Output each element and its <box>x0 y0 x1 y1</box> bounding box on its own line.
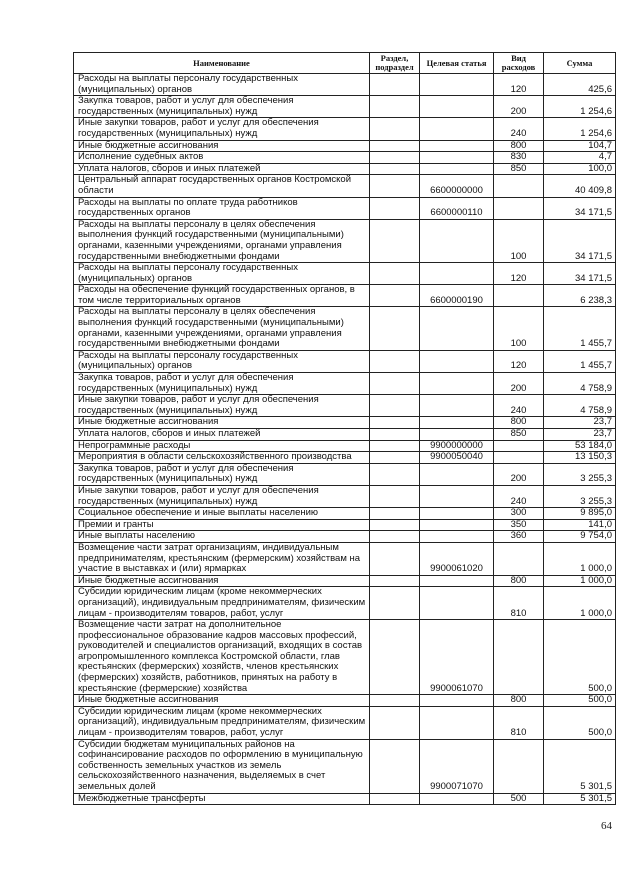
table-row <box>74 118 616 140</box>
table-cell-sum: 23,7 <box>544 417 616 429</box>
table-cell-name: Расходы на выплаты по оплате труда работников государственных органов <box>74 197 370 219</box>
budget-table <box>73 52 616 805</box>
table-cell-name: Социальное обеспечение и иные выплаты населению <box>74 508 370 520</box>
table-cell-article <box>420 118 494 140</box>
table-cell-name: Закупка товаров, работ и услуг для обеспечения государственных (муниципальных) нужд <box>74 96 370 118</box>
table-cell-sum: 100,0 <box>544 163 616 175</box>
table-cell-section <box>370 429 420 441</box>
table-cell-type: 850 <box>494 429 544 441</box>
table-row <box>74 307 616 350</box>
table-cell-section <box>370 739 420 793</box>
table-cell-type: 810 <box>494 706 544 739</box>
table-cell-name: Иные закупки товаров, работ и услуг для обеспечения государственных (муниципальных) нужд <box>74 118 370 140</box>
table-cell-type: 240 <box>494 118 544 140</box>
table-row <box>74 417 616 429</box>
table-row <box>74 508 616 520</box>
table-cell-sum: 13 150,3 <box>544 452 616 464</box>
table-cell-article: 6600000190 <box>420 285 494 307</box>
table-cell-sum: 34 171,5 <box>544 263 616 285</box>
table-cell-sum: 500,0 <box>544 706 616 739</box>
table-cell-name: Центральный аппарат государственных органов Костромской области <box>74 175 370 197</box>
table-cell-type: 120 <box>494 350 544 372</box>
table-row <box>74 373 616 395</box>
table-cell-name: Межбюджетные трансферты <box>74 793 370 805</box>
table-cell-section <box>370 575 420 587</box>
table-cell-name: Субсидии юридическим лицам (кроме некоммерческих организаций), индивидуальным предпринимателям, физическим лицам - производителям товаров, работ, услуг <box>74 706 370 739</box>
table-cell-type <box>494 452 544 464</box>
table-cell-section <box>370 508 420 520</box>
table-cell-name: Расходы на выплаты персоналу государственных (муниципальных) органов <box>74 350 370 372</box>
table-header-row <box>74 53 616 74</box>
table-cell-name: Иные закупки товаров, работ и услуг для обеспечения государственных (муниципальных) нужд <box>74 395 370 417</box>
table-cell-type: 200 <box>494 96 544 118</box>
table-cell-name: Расходы на выплаты персоналу в целях обеспечения выполнения функций государственными (муниципальными) органами, казенными учреждениями, органами управления государственными внебюджетными фондами <box>74 219 370 262</box>
table-cell-type: 240 <box>494 485 544 507</box>
table-cell-sum: 1 254,6 <box>544 96 616 118</box>
table-cell-article <box>420 706 494 739</box>
table-row <box>74 163 616 175</box>
table-cell-type: 850 <box>494 163 544 175</box>
table-cell-name: Иные бюджетные ассигнования <box>74 575 370 587</box>
table-cell-type: 800 <box>494 417 544 429</box>
table-cell-article: 9900071070 <box>420 739 494 793</box>
table-cell-name: Иные выплаты населению <box>74 531 370 543</box>
table-cell-name: Субсидии бюджетам муниципальных районов на софинансирование расходов по оформлению в муниципальную собственность земельных участков из земель сельскохозяйственного назначения, выделяемых в счет земельных долей <box>74 739 370 793</box>
table-cell-type <box>494 739 544 793</box>
table-cell-type: 120 <box>494 263 544 285</box>
table-cell-article <box>420 96 494 118</box>
table-cell-section <box>370 152 420 164</box>
table-cell-section <box>370 373 420 395</box>
table-row <box>74 152 616 164</box>
table-cell-type <box>494 440 544 452</box>
table-cell-section <box>370 793 420 805</box>
table-cell-article <box>420 463 494 485</box>
table-cell-section <box>370 118 420 140</box>
table-cell-section <box>370 440 420 452</box>
table-cell-article <box>420 575 494 587</box>
table-cell-article <box>420 531 494 543</box>
table-cell-article: 6600000110 <box>420 197 494 219</box>
table-cell-sum: 34 171,5 <box>544 197 616 219</box>
table-row <box>74 542 616 575</box>
table-row <box>74 175 616 197</box>
table-row <box>74 263 616 285</box>
table-cell-sum: 3 255,3 <box>544 485 616 507</box>
header-sum: Сумма <box>544 53 616 74</box>
table-cell-section <box>370 706 420 739</box>
table-cell-sum: 5 301,5 <box>544 793 616 805</box>
table-cell-article <box>420 163 494 175</box>
table-cell-section <box>370 163 420 175</box>
table-cell-name: Возмещение части затрат организациям, индивидуальным предпринимателям, крестьянским (фермерским) хозяйствам на участие в выставках и (или) ярмарках <box>74 542 370 575</box>
table-cell-section <box>370 463 420 485</box>
table-cell-section <box>370 140 420 152</box>
table-cell-type: 200 <box>494 373 544 395</box>
table-cell-sum: 1 455,7 <box>544 307 616 350</box>
table-row <box>74 74 616 96</box>
table-cell-name: Расходы на обеспечение функций государственных органов, в том числе территориальных органов <box>74 285 370 307</box>
table-cell-article <box>420 695 494 707</box>
table-cell-name: Уплата налогов, сборов и иных платежей <box>74 163 370 175</box>
table-cell-type: 100 <box>494 307 544 350</box>
table-cell-article <box>420 373 494 395</box>
table-cell-article: 9900061020 <box>420 542 494 575</box>
table-cell-article <box>420 140 494 152</box>
table-cell-name: Исполнение судебных актов <box>74 152 370 164</box>
table-cell-type: 800 <box>494 695 544 707</box>
table-cell-type <box>494 285 544 307</box>
table-cell-article <box>420 263 494 285</box>
table-row <box>74 575 616 587</box>
table-row <box>74 197 616 219</box>
table-cell-sum: 104,7 <box>544 140 616 152</box>
table-cell-name: Непрограммные расходы <box>74 440 370 452</box>
table-cell-article <box>420 485 494 507</box>
table-row <box>74 695 616 707</box>
table-cell-type <box>494 175 544 197</box>
table-cell-article <box>420 74 494 96</box>
table-body <box>74 74 616 805</box>
table-cell-article: 6600000000 <box>420 175 494 197</box>
table-cell-article <box>420 508 494 520</box>
table-cell-section <box>370 307 420 350</box>
page-number: 64 <box>601 820 612 832</box>
table-cell-name: Иные бюджетные ассигнования <box>74 140 370 152</box>
table-cell-sum: 141,0 <box>544 519 616 531</box>
table-cell-section <box>370 219 420 262</box>
table-cell-article: 9900050040 <box>420 452 494 464</box>
table-row <box>74 793 616 805</box>
table-cell-section <box>370 285 420 307</box>
table-cell-article <box>420 429 494 441</box>
table-cell-type: 500 <box>494 793 544 805</box>
table-cell-name: Закупка товаров, работ и услуг для обеспечения государственных (муниципальных) нужд <box>74 463 370 485</box>
table-cell-name: Расходы на выплаты персоналу в целях обеспечения выполнения функций государственными (муниципальными) органами, казенными учреждениями, органами управления государственными внебюджетными фондами <box>74 307 370 350</box>
table-cell-sum: 1 000,0 <box>544 587 616 620</box>
table-cell-article <box>420 152 494 164</box>
table-cell-type: 240 <box>494 395 544 417</box>
table-cell-sum: 23,7 <box>544 429 616 441</box>
table-row <box>74 706 616 739</box>
table-cell-sum: 4,7 <box>544 152 616 164</box>
table-cell-article: 9900000000 <box>420 440 494 452</box>
table-cell-type: 360 <box>494 531 544 543</box>
table-cell-article: 9900061070 <box>420 620 494 695</box>
table-cell-type: 800 <box>494 140 544 152</box>
table-cell-section <box>370 531 420 543</box>
table-cell-section <box>370 395 420 417</box>
table-cell-sum: 425,6 <box>544 74 616 96</box>
table-cell-section <box>370 263 420 285</box>
table-cell-article <box>420 793 494 805</box>
table-cell-type: 300 <box>494 508 544 520</box>
table-cell-name: Премии и гранты <box>74 519 370 531</box>
table-cell-sum: 500,0 <box>544 695 616 707</box>
table-cell-sum: 3 255,3 <box>544 463 616 485</box>
table-cell-type <box>494 542 544 575</box>
table-cell-sum: 6 238,3 <box>544 285 616 307</box>
table-cell-sum: 34 171,5 <box>544 219 616 262</box>
table-row <box>74 452 616 464</box>
table-cell-article <box>420 395 494 417</box>
table-cell-section <box>370 485 420 507</box>
table-cell-sum: 40 409,8 <box>544 175 616 197</box>
table-row <box>74 739 616 793</box>
table-cell-sum: 1 000,0 <box>544 575 616 587</box>
table-cell-name: Расходы на выплаты персоналу государственных (муниципальных) органов <box>74 74 370 96</box>
table-row <box>74 429 616 441</box>
table-cell-article <box>420 519 494 531</box>
header-name: Наименование <box>74 53 370 74</box>
table-cell-type: 100 <box>494 219 544 262</box>
table-cell-section <box>370 695 420 707</box>
table-cell-name: Мероприятия в области сельскохозяйственного производства <box>74 452 370 464</box>
table-cell-name: Иные бюджетные ассигнования <box>74 695 370 707</box>
header-section: Раздел, подраздел <box>370 53 420 74</box>
table-cell-article <box>420 219 494 262</box>
table-row <box>74 519 616 531</box>
header-type: Вид расходов <box>494 53 544 74</box>
table-cell-name: Субсидии юридическим лицам (кроме некоммерческих организаций), индивидуальным предпринимателям, физическим лицам - производителям товаров, работ, услуг <box>74 587 370 620</box>
table-cell-section <box>370 452 420 464</box>
table-cell-sum: 53 184,0 <box>544 440 616 452</box>
table-cell-type: 200 <box>494 463 544 485</box>
table-cell-section <box>370 350 420 372</box>
table-row <box>74 531 616 543</box>
table-cell-section <box>370 197 420 219</box>
table-row <box>74 140 616 152</box>
table-cell-name: Иные бюджетные ассигнования <box>74 417 370 429</box>
table-cell-section <box>370 417 420 429</box>
table-cell-type: 350 <box>494 519 544 531</box>
table-cell-type <box>494 197 544 219</box>
table-row <box>74 285 616 307</box>
table-cell-sum: 9 895,0 <box>544 508 616 520</box>
table-cell-sum: 1 254,6 <box>544 118 616 140</box>
table-cell-type: 830 <box>494 152 544 164</box>
table-cell-sum: 1 455,7 <box>544 350 616 372</box>
table-cell-name: Расходы на выплаты персоналу государственных (муниципальных) органов <box>74 263 370 285</box>
table-cell-sum: 1 000,0 <box>544 542 616 575</box>
table-cell-section <box>370 74 420 96</box>
table-cell-section <box>370 587 420 620</box>
table-cell-section <box>370 175 420 197</box>
table-row <box>74 350 616 372</box>
table-cell-article <box>420 587 494 620</box>
table-cell-type: 800 <box>494 575 544 587</box>
table-cell-name: Возмещение части затрат на дополнительное профессиональное образование кадров массовых профессий, руководителей и специалистов организаций, входящих в состав агропромышленного комплекса Костромской области, глав крестьянских (фермерских) хозяйств, членов крестьянских (фермерских) хозяйств, работников, принятых на работу в крестьянские (фермерские) хозяйства <box>74 620 370 695</box>
table-cell-type: 810 <box>494 587 544 620</box>
table-row <box>74 440 616 452</box>
table-row <box>74 587 616 620</box>
table-cell-section <box>370 519 420 531</box>
table-cell-article <box>420 417 494 429</box>
table-cell-name: Закупка товаров, работ и услуг для обеспечения государственных (муниципальных) нужд <box>74 373 370 395</box>
table-cell-name: Иные закупки товаров, работ и услуг для обеспечения государственных (муниципальных) нужд <box>74 485 370 507</box>
table-cell-name: Уплата налогов, сборов и иных платежей <box>74 429 370 441</box>
table-row <box>74 395 616 417</box>
table-cell-section <box>370 542 420 575</box>
table-cell-sum: 4 758,9 <box>544 395 616 417</box>
table-cell-sum: 9 754,0 <box>544 531 616 543</box>
header-article: Целевая статья <box>420 53 494 74</box>
table-cell-section <box>370 96 420 118</box>
table-cell-sum: 4 758,9 <box>544 373 616 395</box>
table-cell-type <box>494 620 544 695</box>
table-row <box>74 219 616 262</box>
table-row <box>74 485 616 507</box>
table-cell-article <box>420 350 494 372</box>
table-cell-sum: 5 301,5 <box>544 739 616 793</box>
table-cell-section <box>370 620 420 695</box>
table-row <box>74 620 616 695</box>
table-row <box>74 96 616 118</box>
table-row <box>74 463 616 485</box>
table-cell-type: 120 <box>494 74 544 96</box>
table-cell-sum: 500,0 <box>544 620 616 695</box>
table-cell-article <box>420 307 494 350</box>
